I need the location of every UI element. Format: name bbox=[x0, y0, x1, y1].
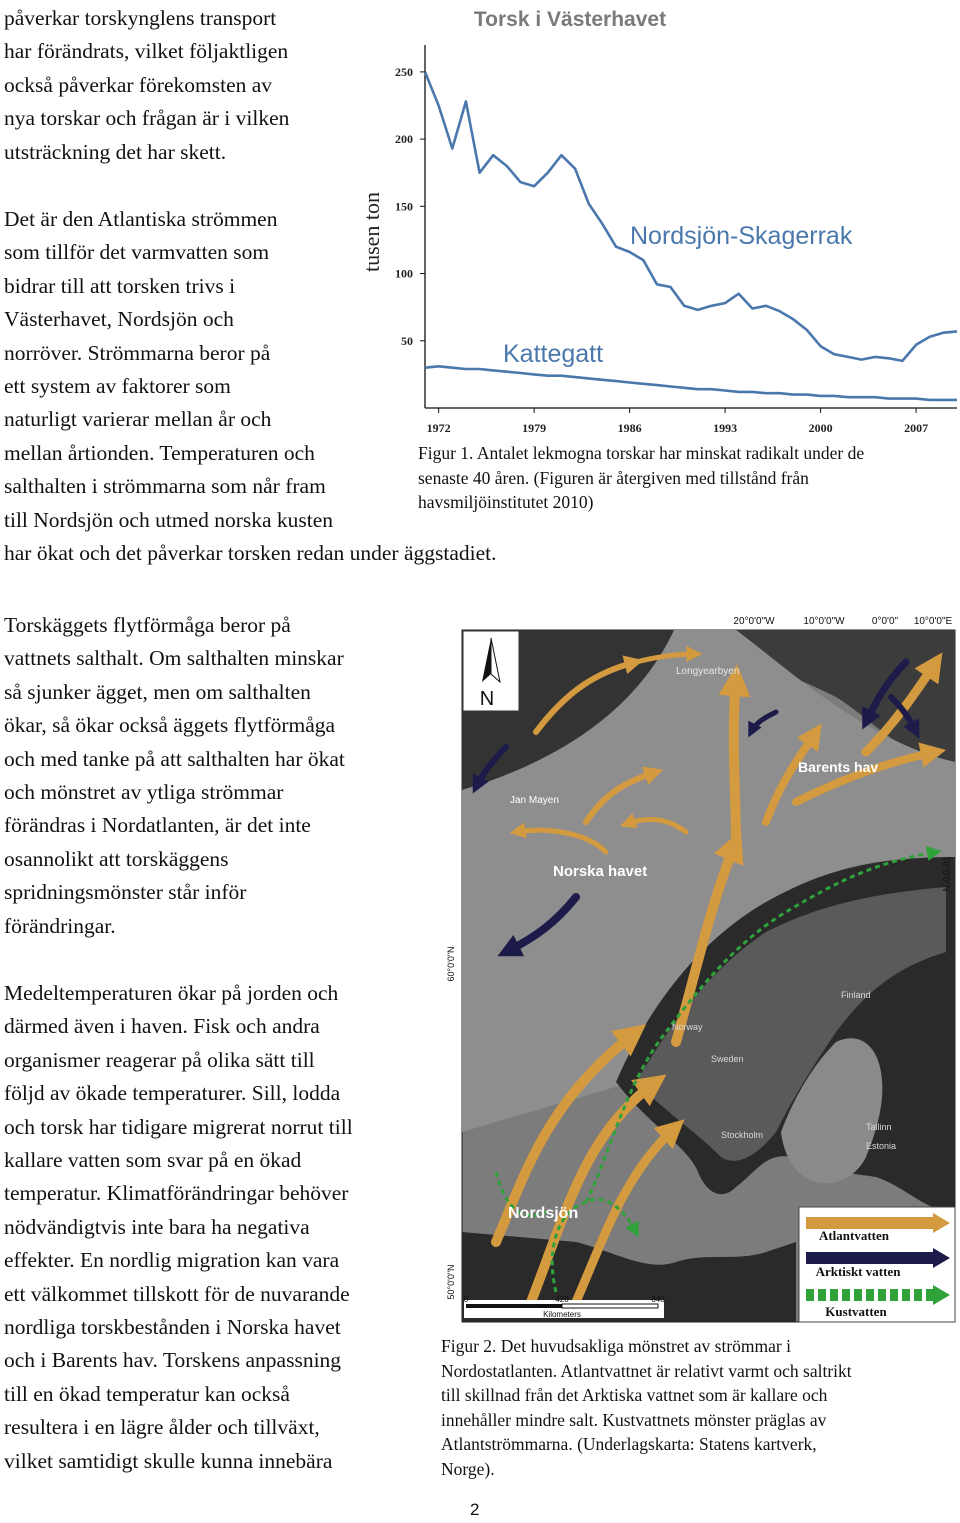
label-barents-hav: Barents hav bbox=[798, 759, 879, 775]
scale-unit: Kilometers bbox=[543, 1310, 581, 1319]
text-line: påverkar torskynglens transport bbox=[4, 6, 277, 30]
page-number: 2 bbox=[470, 1500, 480, 1519]
scale-0: 0 bbox=[463, 1295, 469, 1304]
caption-line: innehåller mindre salt. Kustvattnets mönster präglas av bbox=[441, 1409, 827, 1430]
text-line: och torsk har tidigare migrerat norrut till bbox=[4, 1114, 353, 1139]
text-line: bidrar till att torsken trivs i bbox=[4, 273, 236, 298]
text-line: temperatur. Klimatförändringar behöver bbox=[4, 1181, 349, 1206]
text-line: förändringar. bbox=[4, 913, 116, 938]
text-line: salthalten i strömmarna som når fram bbox=[4, 474, 326, 499]
text-line: som tillför det varmvatten som bbox=[4, 240, 270, 265]
label-nordsjon: Nordsjön bbox=[508, 1205, 579, 1222]
text-line: norröver. Strömmarna beror på bbox=[4, 340, 271, 365]
text-line: vilket samtidigt skulle kunna innebära bbox=[4, 1448, 333, 1473]
text-line: också påverkar förekomsten av bbox=[4, 72, 273, 97]
label-norska-havet: Norska havet bbox=[553, 863, 648, 880]
x-tick-label: 1979 bbox=[522, 421, 547, 435]
legend-kustvatten: Kustvatten bbox=[825, 1304, 887, 1319]
series-line-1 bbox=[425, 366, 957, 400]
text-line: har förändrats, vilket följaktligen bbox=[4, 39, 289, 64]
coord-60n: 60°0'0"N bbox=[446, 946, 456, 982]
text-line: Medeltemperaturen ökar på jorden och bbox=[4, 981, 339, 1005]
text-line: utsträckning det har skett. bbox=[4, 139, 227, 164]
figure-2-caption bbox=[441, 1334, 852, 1481]
coord-10w: 10°0'0"W bbox=[803, 616, 845, 627]
text-line: följd av ökade temperaturer. Sill, lodda bbox=[4, 1081, 341, 1106]
text-line: osannolikt att torskäggens bbox=[4, 846, 229, 871]
caption-line: Figur 1. Antalet lekmogna torskar har minskat radikalt under de bbox=[418, 443, 865, 463]
legend-arktiskt-vatten: Arktiskt vatten bbox=[815, 1264, 901, 1279]
text-line: Det är den Atlantiska strömmen bbox=[4, 207, 278, 231]
text-line: och med tanke på att salthalten har ökat bbox=[4, 746, 345, 771]
text-line: ett välkommet tillskott för de nuvarande bbox=[4, 1281, 350, 1306]
text-line: vattnets salthalt. Om salthalten minskar bbox=[4, 646, 344, 671]
text-line: förändras i Nordatlanten, är det inte bbox=[4, 813, 311, 838]
text-line: har ökat och det påverkar torsken redan under äggstadiet. bbox=[4, 541, 497, 566]
text-line: organismer reagerar på olika sätt till bbox=[4, 1047, 315, 1072]
label-estonia: Estonia bbox=[866, 1141, 897, 1151]
cod-catch-chart bbox=[355, 0, 960, 440]
label-longyearbyen: Longyearbyen bbox=[676, 666, 740, 677]
x-tick-label: 2007 bbox=[904, 421, 929, 435]
y-tick-label: 50 bbox=[401, 333, 413, 348]
text-line: nödvändigtvis inte bara ha negativa bbox=[4, 1214, 310, 1239]
caption-line: Nordostatlanten. Atlantvattnet är relativt varmt och saltrikt bbox=[441, 1360, 852, 1381]
caption-line: havsmiljöinstitutet 2010) bbox=[418, 492, 594, 512]
y-tick-label: 250 bbox=[395, 64, 413, 79]
text-line: ett system av faktorer som bbox=[4, 374, 231, 399]
caption-line: Norge). bbox=[441, 1458, 495, 1479]
coord-50n: 50°0'0"N bbox=[446, 1264, 456, 1300]
y-axis-label: tusen ton bbox=[359, 191, 384, 273]
caption-line: Atlantströmmarna. (Underlagskarta: Statens kartverk, bbox=[441, 1434, 817, 1454]
scale-840: 840 bbox=[651, 1295, 665, 1304]
label-stockholm: Stockholm bbox=[721, 1130, 764, 1140]
text-line: och i Barents hav. Torskens anpassning bbox=[4, 1348, 342, 1373]
text-line: ökar, så ökar också äggets flytförmåga bbox=[4, 713, 336, 738]
legend-atlantvatten: Atlantvatten bbox=[818, 1228, 890, 1243]
y-tick-label: 150 bbox=[395, 199, 413, 214]
text-line: till Nordsjön och utmed norska kusten bbox=[4, 507, 334, 532]
compass-letter: N bbox=[479, 688, 495, 710]
text-line: Västerhavet, Nordsjön och bbox=[4, 307, 234, 332]
x-tick-label: 1972 bbox=[426, 421, 451, 435]
series-label-kattegatt: Kattegatt bbox=[503, 340, 604, 368]
text-line: mellan årtionden. Temperaturen och bbox=[4, 440, 315, 465]
text-line: kallare vatten som svar på en ökad bbox=[4, 1148, 302, 1173]
x-tick-label: 1986 bbox=[617, 421, 642, 435]
text-line: Torskäggets flytförmåga beror på bbox=[4, 613, 291, 637]
text-line: nya torskar och frågan är i vilken bbox=[4, 106, 290, 131]
caption-line: Figur 2. Det huvudsakliga mönstret av strömmar i bbox=[441, 1336, 791, 1356]
text-line: och mönstret av ytliga strömmar bbox=[4, 780, 284, 805]
text-line: därmed även i haven. Fisk och andra bbox=[4, 1014, 320, 1039]
text-line: nordliga torskbestånden i Norska havet bbox=[4, 1315, 341, 1340]
label-finland: Finland bbox=[841, 990, 871, 1000]
text-line: till en ökad temperatur kan också bbox=[4, 1381, 290, 1406]
caption-line: senaste 40 åren. (Figuren är återgiven med tillstånd från bbox=[418, 467, 809, 488]
y-tick-label: 200 bbox=[395, 132, 413, 147]
chart-title: Torsk i Västerhavet bbox=[473, 8, 667, 31]
text-line: spridningsmönster står inför bbox=[4, 880, 247, 905]
coord-70n: 70°0'0"N bbox=[941, 856, 951, 892]
map-legend bbox=[799, 1207, 955, 1322]
text-line: resultera i en lägre ålder och tillväxt, bbox=[4, 1415, 320, 1440]
label-tallinn: Tallinn bbox=[866, 1122, 892, 1132]
scale-420: 420 bbox=[555, 1295, 569, 1304]
text-block-3 bbox=[4, 609, 345, 943]
figure-1-caption bbox=[418, 441, 864, 515]
series-line-0 bbox=[425, 72, 957, 361]
x-tick-label: 1993 bbox=[713, 421, 738, 435]
text-line: så sjunker ägget, men om salthalten bbox=[4, 679, 311, 704]
text-line: effekter. En nordlig migration kan vara bbox=[4, 1248, 340, 1273]
label-jan-mayen: Jan Mayen bbox=[510, 795, 559, 806]
text-block-1 bbox=[4, 2, 289, 169]
text-line: naturligt varierar mellan år och bbox=[4, 407, 272, 432]
currents-map bbox=[436, 612, 960, 1327]
x-tick-label: 2000 bbox=[808, 421, 833, 435]
label-sweden: Sweden bbox=[711, 1054, 744, 1064]
coord-20w: 20°0'0"W bbox=[733, 616, 775, 627]
caption-line: till skillnad från det Arktiska vattnet som är kallare och bbox=[441, 1385, 828, 1405]
coord-10e: 10°0'0"E bbox=[913, 616, 953, 627]
label-norway: Norway bbox=[672, 1022, 703, 1032]
y-tick-label: 100 bbox=[395, 266, 413, 281]
series-label-nordsjon-skagerrak: Nordsjön-Skagerrak bbox=[630, 222, 853, 250]
text-block-4 bbox=[4, 977, 353, 1478]
coord-0: 0°0'0" bbox=[871, 616, 899, 627]
